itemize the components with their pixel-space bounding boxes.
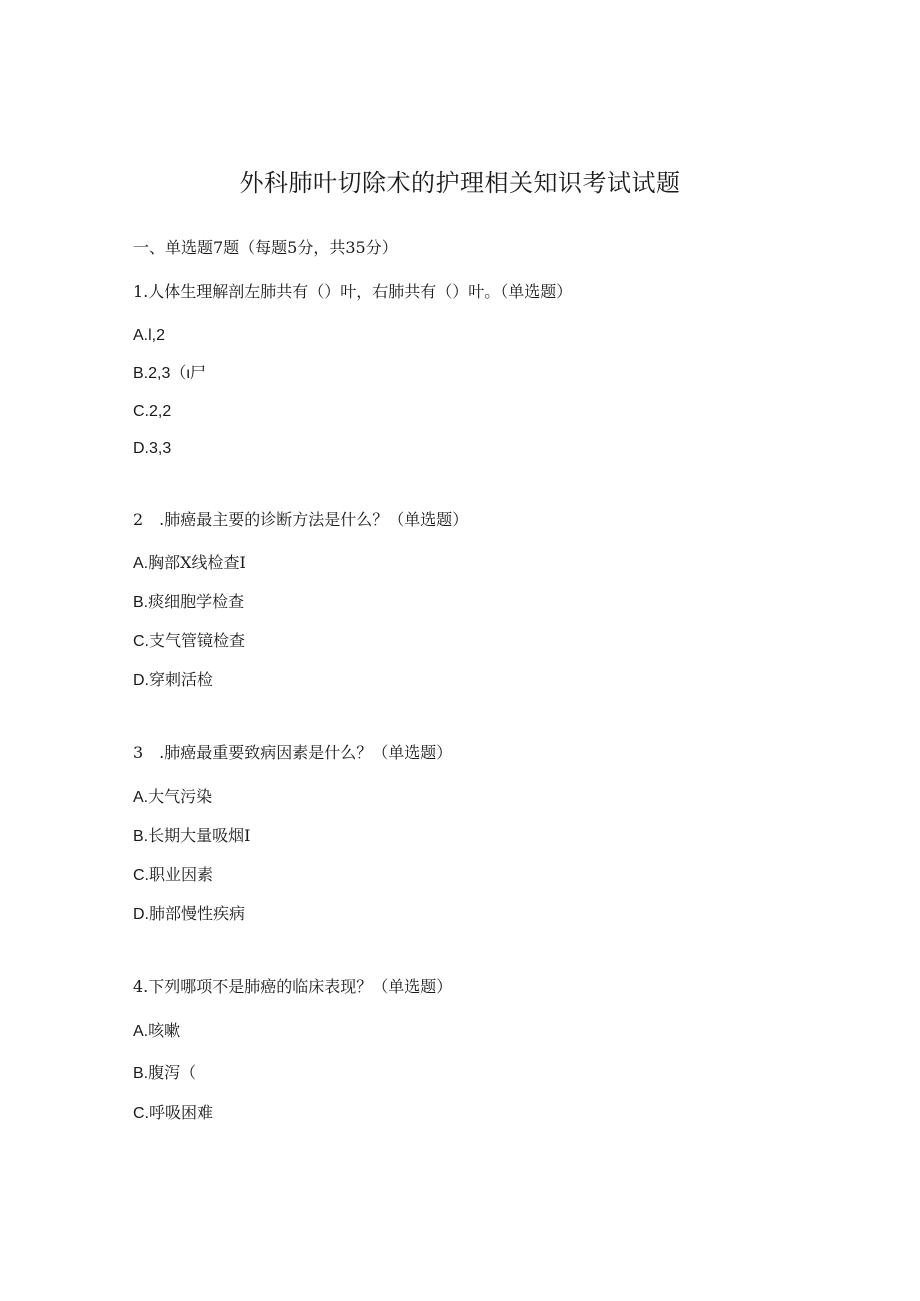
question-1-option-c [133,401,171,422]
question-4-stem: 4.下列哪项不是肺癌的临床表现？（单选题） [133,977,453,996]
question-3-option-d [133,904,245,925]
option-text: 2,3（ι尸 [148,365,206,382]
question-1-option-a [133,325,165,346]
option-letter: C. [133,403,149,420]
option-letter: B. [133,594,149,611]
option-text: 2,2 [149,403,172,420]
question-4-option-c [133,1103,213,1124]
page-title: 外科肺叶切除术的护理相关知识考试试题 [239,169,681,197]
option-text: 大气污染 [148,787,213,806]
question-4-option-b [133,1063,196,1084]
option-letter: A. [133,1023,149,1040]
option-text: 穿刺活检 [149,670,214,689]
question-3-option-a [133,787,212,808]
option-text: 肺部慢性疾病 [149,904,246,923]
question-2-stem: 2 .肺癌最主要的诊断方法是什么？（单选题） [133,510,469,529]
question-4-option-a [133,1021,180,1042]
option-letter: D. [133,672,149,689]
question-2-option-d [133,670,213,691]
option-letter: C. [133,633,149,650]
option-letter: C. [133,1105,149,1122]
option-text: 腹泻（ [148,1063,197,1082]
question-3-option-b [133,826,250,847]
option-text: 长期大量吸烟I [148,826,251,845]
option-letter: B. [133,828,149,845]
question-3-option-c [133,865,213,886]
option-text: 痰细胞学检查 [148,592,245,611]
option-letter: A. [133,327,149,344]
question-1-option-b [133,363,206,384]
option-text: 3,3 [149,440,172,457]
question-2-option-b [133,592,244,613]
option-letter: B. [133,365,149,382]
option-letter: D. [133,440,149,457]
option-letter: A. [133,555,149,572]
option-text: 职业因素 [149,865,214,884]
option-text: 咳嗽 [148,1021,181,1040]
option-letter: C. [133,867,149,884]
option-text: 支气管镜检查 [149,631,246,650]
question-1-stem: 1.人体生理解剖左肺共有（）叶，右肺共有（）叶。（单选题） [133,282,573,301]
section-header: 一、单选题7题（每题5分，共35分） [133,238,398,257]
option-text: 呼吸困难 [149,1103,214,1122]
question-1-option-d [133,438,171,459]
option-text: l,2 [148,327,166,344]
option-letter: B. [133,1065,149,1082]
question-2-option-a [133,553,246,574]
option-letter: D. [133,906,149,923]
question-3-stem: 3 .肺癌最重要致病因素是什么？（单选题） [133,743,453,762]
option-text: 胸部X线检查I [148,553,246,572]
question-2-option-c [133,631,245,652]
option-letter: A. [133,789,149,806]
